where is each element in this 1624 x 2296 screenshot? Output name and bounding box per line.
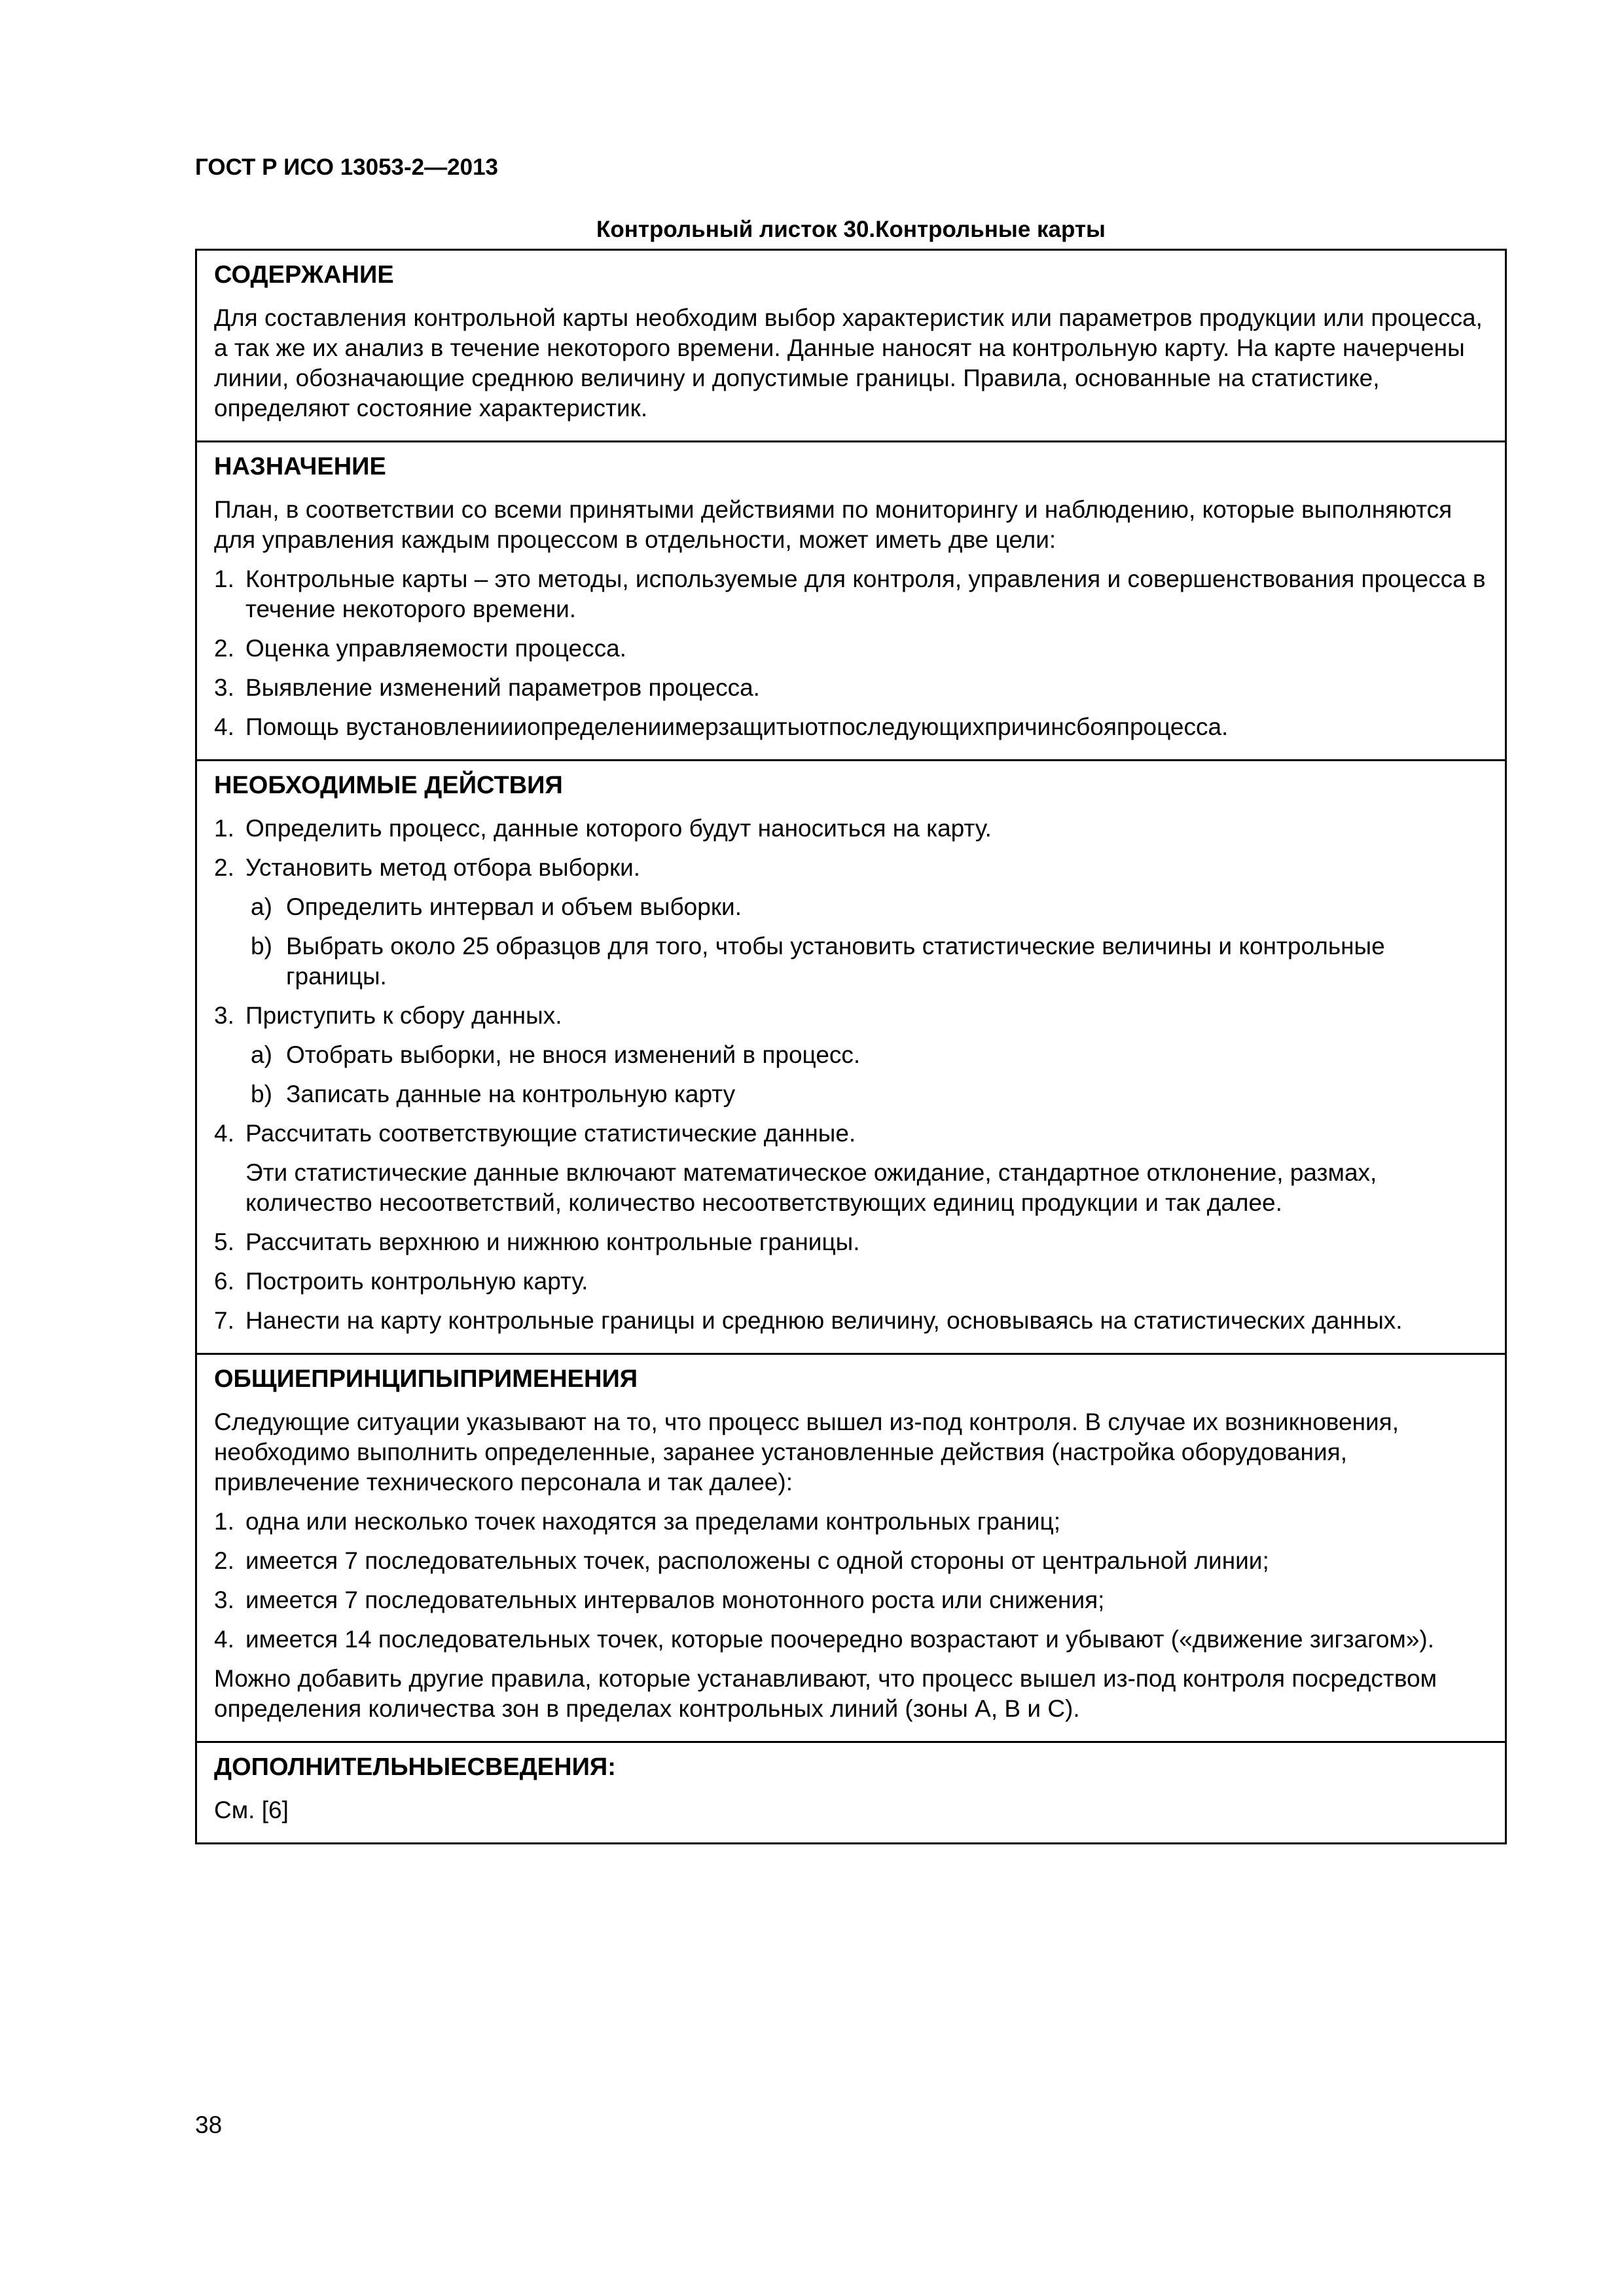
item-text: Оценка управляемости процесса. [245,635,626,662]
item-note: Эти статистические данные включают математическое ожидание, стандартное отклонение, размах, количество несоответствий, количество несоответствующих единиц продукции и так далее. [245,1159,1377,1216]
item-number: 1. [214,815,234,842]
list-item [214,1119,1488,1149]
section-heading: НЕОБХОДИМЫЕ ДЕЙСТВИЯ [214,772,563,799]
item-number: 2. [214,854,234,881]
list-item [214,1266,1488,1297]
item-number: 4. [214,713,234,740]
item-text: имеется 14 последовательных точек, которые поочередно возрастают и убывают («движение зигзагом»). [245,1626,1435,1653]
list-item [214,1227,1488,1257]
sub-item-letter: b) [251,933,272,960]
section-heading: СОДЕРЖАНИЕ [214,261,394,289]
section-heading: ДОПОЛНИТЕЛЬНЫЕСВЕДЕНИЯ: [214,1753,616,1781]
list-item [214,1585,1488,1615]
sub-item-text: Отобрать выборки, не внося изменений в процесс. [286,1041,861,1068]
section-heading: ОБЩИЕПРИНЦИПЫПРИМЕНЕНИЯ [214,1365,638,1393]
item-number: 3. [214,674,234,701]
list-item [214,1624,1488,1655]
item-number: 2. [214,635,234,662]
principles-outro: Можно добавить другие правила, которые устанавливают, что процесс вышел из-под контроля посредством определения количества зон в пределах контрольных линий (зоны A, B и C). [214,1665,1437,1722]
item-number: 4. [214,1626,234,1653]
list-item [214,1306,1488,1336]
item-text: Помощь вустановлениииопределениимерзащитыотпоследующихпричинсбояпроцесса. [245,713,1229,740]
item-text: Построить контрольную карту. [245,1268,588,1295]
principles-intro: Следующие ситуации указывают на то, что процесс вышел из-под контроля. В случае их возникновения, необходимо выполнить определенные, заранее установленные действия (настройка оборудования, привлечение технического персонала и так далее): [214,1408,1399,1496]
item-text: Контрольные карты – это методы, используемые для контроля, управления и совершенствования процесса в течение некоторого времени. [245,565,1486,622]
item-text: имеется 7 последовательных интервалов монотонного роста или снижения; [245,1587,1105,1613]
sub-item [251,892,1488,922]
item-text: Рассчитать соответствующие статистические данные. [245,1120,856,1147]
section-content [197,251,1505,440]
checklist-title: Контрольный листок 30.Контрольные карты [596,217,1106,242]
sub-item-letter: a) [251,893,272,920]
purpose-intro: План, в соответствии со всеми принятыми действиями по мониторингу и наблюдению, которые выполняются для управления каждым процессом в отдельности, может иметь две цели: [214,496,1453,553]
reference-text: См. [6] [214,1797,289,1823]
content-text: Для составления контрольной карты необходим выбор характеристик или параметров продукции или процесса, а так же их анализ в течение некоторого времени. Данные наносят на контрольную карту. На карте начерчены линии, обозначающие среднюю величину и допустимые границы. Правила, основанные на статистике, определяют состояние характеристик. [214,304,1483,422]
list-item [214,564,1488,624]
section-additional [197,1741,1505,1842]
sub-item-text: Определить интервал и объем выборки. [286,893,742,920]
section-principles [197,1353,1505,1741]
item-text: одна или несколько точек находятся за пределами контрольных границ; [245,1508,1060,1535]
sub-item-letter: a) [251,1041,272,1068]
sub-item-text: Выбрать около 25 образцов для того, чтобы установить статистические величины и контрольные границы. [286,933,1385,990]
sub-item-text: Записать данные на контрольную карту [286,1081,736,1107]
list-item [214,673,1488,703]
sub-item [251,1040,1488,1070]
list-item [214,1546,1488,1576]
item-number: 7. [214,1307,234,1334]
item-text: имеется 7 последовательных точек, расположены с одной стороны от центральной линии; [245,1547,1269,1574]
list-item [214,634,1488,664]
section-actions [197,759,1505,1353]
section-purpose [197,440,1505,759]
item-number: 1. [214,565,234,592]
item-number: 5. [214,1229,234,1255]
item-number: 6. [214,1268,234,1295]
page-number: 38 [195,2111,223,2138]
item-text: Определить процесс, данные которого будут наноситься на карту. [245,815,992,842]
section-heading: НАЗНАЧЕНИЕ [214,453,386,480]
item-text: Выявление изменений параметров процесса. [245,674,760,701]
list-item [214,1507,1488,1537]
item-text: Приступить к сбору данных. [245,1002,562,1029]
item-number: 4. [214,1120,234,1147]
item-number: 1. [214,1508,234,1535]
item-text: Нанести на карту контрольные границы и среднюю величину, основываясь на статистических данных. [245,1307,1403,1334]
list-item [214,712,1488,742]
item-number: 2. [214,1547,234,1574]
sub-item-letter: b) [251,1081,272,1107]
list-item [214,814,1488,844]
item-text: Рассчитать верхнюю и нижнюю контрольные границы. [245,1229,860,1255]
checklist-table [195,249,1507,1844]
list-item [214,1001,1488,1031]
sub-item [251,931,1488,992]
item-number: 3. [214,1002,234,1029]
sub-item [251,1079,1488,1109]
list-item [214,853,1488,883]
document-code: ГОСТ Р ИСО 13053-2—2013 [195,154,498,180]
item-number: 3. [214,1587,234,1613]
item-text: Установить метод отбора выборки. [245,854,641,881]
